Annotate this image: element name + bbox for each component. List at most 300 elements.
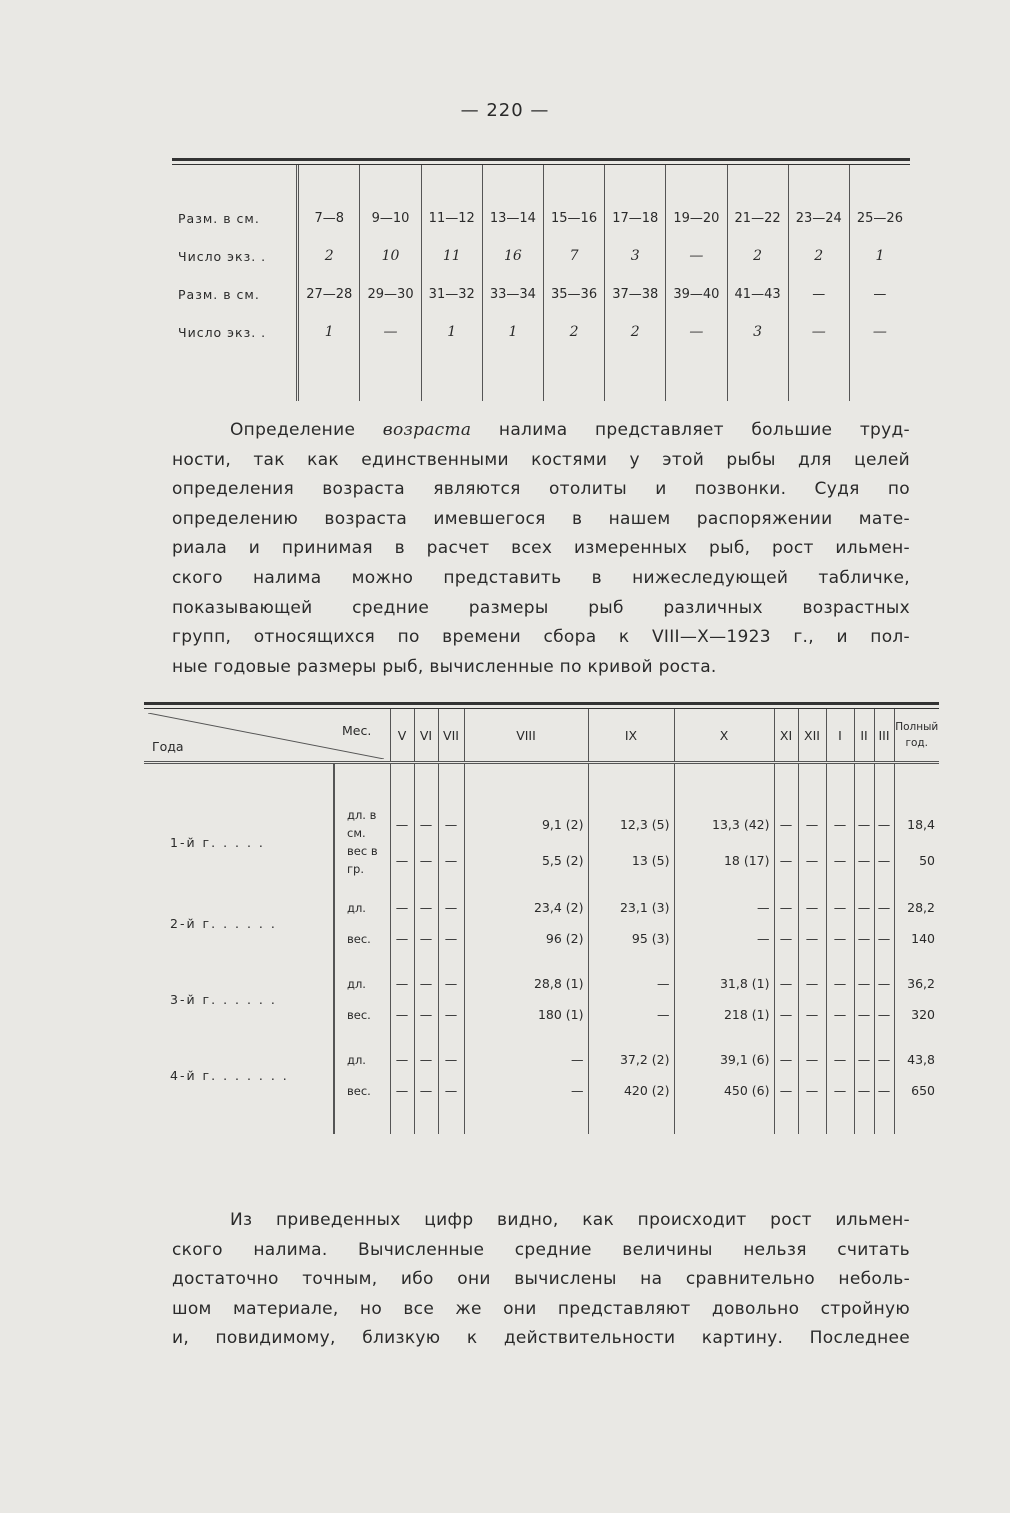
text-run: риала и принимая в расчет всех измеренных рыб, рост ильмен- bbox=[172, 538, 910, 559]
table-cell: — bbox=[666, 313, 727, 351]
table-cell: — bbox=[874, 842, 894, 878]
unit-label: вес. bbox=[334, 1075, 390, 1106]
table-cell: — bbox=[798, 968, 826, 999]
gap-row bbox=[144, 1106, 939, 1120]
gap-cell bbox=[774, 1106, 798, 1120]
table-cell: — bbox=[774, 1075, 798, 1106]
table-cell: — bbox=[874, 1044, 894, 1075]
gap-cell bbox=[894, 778, 939, 792]
table-cell: 23—24 bbox=[788, 199, 849, 237]
spacer-cell bbox=[543, 165, 604, 199]
table-cell: 420 (2) bbox=[588, 1075, 674, 1106]
table-row bbox=[172, 199, 910, 237]
gap-cell bbox=[144, 1030, 334, 1044]
row-label: Число экз. . bbox=[178, 324, 267, 340]
gap-cell bbox=[464, 792, 588, 806]
row-label: Число экз. . bbox=[178, 248, 267, 264]
table-cell: 27—28 bbox=[298, 275, 360, 313]
paragraph-growth-conclusion bbox=[172, 1206, 910, 1354]
table-cell: — bbox=[414, 1075, 438, 1106]
gap-cell bbox=[588, 778, 674, 792]
gap-cell bbox=[414, 1120, 438, 1134]
paragraph-line bbox=[172, 653, 910, 683]
gap-cell bbox=[334, 1106, 390, 1120]
gap-row bbox=[144, 954, 939, 968]
paragraph-line: Из приведенных цифр видно, как происходит рост ильмен- bbox=[230, 1210, 910, 1230]
row-label: Разм. в см. bbox=[178, 210, 260, 226]
gap-cell bbox=[438, 778, 464, 792]
table-cell: 39,1 (6) bbox=[674, 1044, 774, 1075]
table-cell: — bbox=[874, 923, 894, 954]
table-cell: 13,3 (42) bbox=[674, 806, 774, 842]
gap-cell bbox=[894, 1120, 939, 1134]
gap-cell bbox=[414, 878, 438, 892]
table-cell: 41—43 bbox=[727, 275, 788, 313]
table-cell: 17—18 bbox=[605, 199, 666, 237]
corner-months-label: Мес. bbox=[342, 723, 372, 738]
text-run: ского налима можно представить в нижеследующей табличке, bbox=[172, 567, 910, 588]
table-cell: — bbox=[464, 1075, 588, 1106]
table-cell: 23,4 (2) bbox=[464, 892, 588, 923]
gap-cell bbox=[826, 1120, 854, 1134]
full-year-header: Полный год. bbox=[894, 709, 939, 763]
paragraph-line bbox=[172, 534, 910, 564]
gap-cell bbox=[144, 954, 334, 968]
month-header: I bbox=[826, 709, 854, 763]
table-cell: — bbox=[774, 923, 798, 954]
paragraph-age-determination bbox=[172, 416, 910, 682]
gap-cell bbox=[798, 1106, 826, 1120]
gap-cell bbox=[674, 1120, 774, 1134]
table-cell: — bbox=[390, 842, 414, 878]
table-cell: — bbox=[826, 999, 854, 1030]
gap-cell bbox=[798, 954, 826, 968]
table-cell: — bbox=[774, 999, 798, 1030]
spacer-cell bbox=[172, 165, 298, 199]
table-cell: — bbox=[438, 999, 464, 1030]
gap-cell bbox=[438, 878, 464, 892]
table-cell: — bbox=[874, 999, 894, 1030]
table-row bbox=[172, 313, 910, 351]
gap-cell bbox=[894, 792, 939, 806]
gap-cell bbox=[144, 878, 334, 892]
table-cell: 21—22 bbox=[727, 199, 788, 237]
gap-cell bbox=[390, 1030, 414, 1044]
paragraph-line bbox=[172, 446, 910, 476]
gap-row bbox=[144, 1120, 939, 1134]
unit-label: дл. bbox=[334, 892, 390, 923]
table-body bbox=[144, 763, 939, 1135]
gap-cell bbox=[874, 763, 894, 779]
table-cell: — bbox=[414, 892, 438, 923]
spacer-cell bbox=[666, 165, 727, 199]
table-cell: — bbox=[390, 968, 414, 999]
paragraph-line: достаточно точным, ибо они вычислены на сравнительно неболь- bbox=[172, 1269, 910, 1290]
gap-cell bbox=[438, 763, 464, 779]
table-cell: 19—20 bbox=[666, 199, 727, 237]
table-cell: — bbox=[854, 968, 874, 999]
table2-top-rule bbox=[144, 702, 939, 705]
table-cell: — bbox=[774, 842, 798, 878]
table-cell: — bbox=[464, 1044, 588, 1075]
table-cell: — bbox=[874, 1075, 894, 1106]
row-label: Разм. в см. bbox=[178, 286, 260, 302]
unit-label: дл. bbox=[334, 968, 390, 999]
table-cell: — bbox=[854, 999, 874, 1030]
table-cell: — bbox=[798, 923, 826, 954]
table-cell: 50 bbox=[894, 842, 939, 878]
gap-cell bbox=[438, 1120, 464, 1134]
table-cell: — bbox=[854, 923, 874, 954]
table-cell: 15—16 bbox=[543, 199, 604, 237]
text-run: определения возраста являются отолиты и позвонки. Судя по bbox=[172, 479, 910, 500]
table-cell: — bbox=[588, 968, 674, 999]
page-number: — 220 — bbox=[460, 100, 550, 121]
spacer-cell bbox=[849, 165, 910, 199]
gap-cell bbox=[414, 778, 438, 792]
gap-cell bbox=[774, 778, 798, 792]
gap-cell bbox=[774, 954, 798, 968]
emphasized-word: возраста bbox=[382, 420, 472, 440]
table-cell: — bbox=[854, 1044, 874, 1075]
month-header: IX bbox=[588, 709, 674, 763]
gap-row bbox=[144, 763, 939, 779]
table-cell: — bbox=[874, 806, 894, 842]
gap-cell bbox=[874, 1030, 894, 1044]
unit-label: вес. bbox=[334, 999, 390, 1030]
table-cell: — bbox=[826, 923, 854, 954]
table-cell: — bbox=[774, 806, 798, 842]
gap-cell bbox=[894, 1030, 939, 1044]
paragraph-line bbox=[172, 505, 910, 535]
gap-cell bbox=[588, 878, 674, 892]
table-cell: — bbox=[438, 1075, 464, 1106]
gap-cell bbox=[414, 1106, 438, 1120]
gap-cell bbox=[588, 1030, 674, 1044]
table-cell: — bbox=[874, 892, 894, 923]
gap-cell bbox=[464, 1106, 588, 1120]
gap-cell bbox=[144, 1106, 334, 1120]
gap-cell bbox=[854, 1106, 874, 1120]
gap-cell bbox=[874, 778, 894, 792]
month-header: X bbox=[674, 709, 774, 763]
gap-cell bbox=[798, 1030, 826, 1044]
table-cell: 2 bbox=[543, 313, 604, 351]
spacer-cell bbox=[849, 351, 910, 401]
table-cell: 1 bbox=[482, 313, 543, 351]
table-cell: 23,1 (3) bbox=[588, 892, 674, 923]
text-run: ности, так как единственными костями у этой рыбы для целей bbox=[172, 449, 910, 470]
table-cell: — bbox=[666, 237, 727, 275]
table-cell: — bbox=[798, 842, 826, 878]
paragraph-line: и, повидимому, близкую к действительности картину. Последнее bbox=[172, 1328, 910, 1349]
table-cell: 13 (5) bbox=[588, 842, 674, 878]
gap-cell bbox=[674, 763, 774, 779]
gap-cell bbox=[144, 1120, 334, 1134]
spacer-cell bbox=[727, 165, 788, 199]
spacer-cell bbox=[421, 351, 482, 401]
table-cell: 2 bbox=[298, 237, 360, 275]
spacer-cell bbox=[605, 165, 666, 199]
table-cell: — bbox=[788, 275, 849, 313]
table-cell: 2 bbox=[788, 237, 849, 275]
spacer-cell bbox=[360, 165, 421, 199]
gap-cell bbox=[774, 1030, 798, 1044]
table-cell: 9—10 bbox=[360, 199, 421, 237]
table-cell: 95 (3) bbox=[588, 923, 674, 954]
table-cell: — bbox=[674, 923, 774, 954]
table-spacer-row bbox=[172, 165, 910, 199]
table-cell: 25—26 bbox=[849, 199, 910, 237]
gap-cell bbox=[334, 763, 390, 779]
table-cell: 1 bbox=[849, 237, 910, 275]
gap-cell bbox=[334, 878, 390, 892]
gap-cell bbox=[390, 954, 414, 968]
table-top-rule bbox=[172, 158, 910, 161]
gap-cell bbox=[854, 954, 874, 968]
paragraph-line bbox=[172, 475, 910, 505]
gap-cell bbox=[674, 878, 774, 892]
table-cell: 3 bbox=[605, 237, 666, 275]
table-cell: — bbox=[826, 806, 854, 842]
spacer-cell bbox=[421, 165, 482, 199]
gap-cell bbox=[588, 1106, 674, 1120]
gap-cell bbox=[588, 763, 674, 779]
paragraph-line bbox=[172, 416, 910, 446]
table-cell: — bbox=[854, 842, 874, 878]
gap-cell bbox=[854, 1030, 874, 1044]
table-cell: — bbox=[438, 806, 464, 842]
table-cell: 43,8 bbox=[894, 1044, 939, 1075]
gap-cell bbox=[894, 878, 939, 892]
gap-cell bbox=[894, 954, 939, 968]
table-cell: 33—34 bbox=[482, 275, 543, 313]
table-cell: 2 bbox=[727, 237, 788, 275]
age-group-label: 1-й г. . . . . bbox=[170, 834, 265, 850]
gap-cell bbox=[334, 954, 390, 968]
table-cell: — bbox=[390, 999, 414, 1030]
table-cell: 31—32 bbox=[421, 275, 482, 313]
gap-cell bbox=[414, 954, 438, 968]
size-table-grid bbox=[172, 165, 910, 401]
month-header: VII bbox=[438, 709, 464, 763]
gap-cell bbox=[390, 792, 414, 806]
table-row bbox=[144, 806, 939, 842]
table-cell: — bbox=[798, 1044, 826, 1075]
table-cell: 320 bbox=[894, 999, 939, 1030]
gap-cell bbox=[774, 792, 798, 806]
gap-cell bbox=[390, 778, 414, 792]
table-cell: 28,8 (1) bbox=[464, 968, 588, 999]
gap-cell bbox=[798, 1120, 826, 1134]
spacer-cell bbox=[298, 351, 360, 401]
gap-cell bbox=[390, 1106, 414, 1120]
table-cell: — bbox=[798, 892, 826, 923]
table-cell: 11 bbox=[421, 237, 482, 275]
gap-cell bbox=[774, 763, 798, 779]
table-cell: — bbox=[826, 892, 854, 923]
gap-cell bbox=[894, 1106, 939, 1120]
gap-cell bbox=[854, 1120, 874, 1134]
paragraph-line: шом материале, но все же они представляют довольно стройную bbox=[172, 1298, 910, 1319]
table-cell: — bbox=[874, 968, 894, 999]
table-cell: — bbox=[854, 806, 874, 842]
table-cell: 218 (1) bbox=[674, 999, 774, 1030]
table-cell: 3 bbox=[727, 313, 788, 351]
table-cell: 13—14 bbox=[482, 199, 543, 237]
gap-cell bbox=[854, 778, 874, 792]
table-cell: — bbox=[438, 892, 464, 923]
table-cell: — bbox=[826, 968, 854, 999]
spacer-cell bbox=[788, 351, 849, 401]
table-cell: — bbox=[854, 1075, 874, 1106]
gap-cell bbox=[826, 1106, 854, 1120]
unit-label: вес. bbox=[334, 923, 390, 954]
spacer-cell bbox=[360, 351, 421, 401]
gap-cell bbox=[390, 878, 414, 892]
gap-cell bbox=[826, 1030, 854, 1044]
table-cell: 12,3 (5) bbox=[588, 806, 674, 842]
gap-cell bbox=[854, 792, 874, 806]
gap-cell bbox=[826, 954, 854, 968]
gap-cell bbox=[334, 778, 390, 792]
table-cell: — bbox=[390, 892, 414, 923]
spacer-cell bbox=[605, 351, 666, 401]
table-cell: 1 bbox=[298, 313, 360, 351]
gap-cell bbox=[798, 778, 826, 792]
header-row bbox=[144, 709, 939, 763]
table-cell: 29—30 bbox=[360, 275, 421, 313]
corner-header-cell bbox=[144, 709, 390, 763]
spacer-cell bbox=[172, 351, 298, 401]
table-cell: 16 bbox=[482, 237, 543, 275]
gap-cell bbox=[674, 954, 774, 968]
table-row bbox=[172, 275, 910, 313]
table-cell: 450 (6) bbox=[674, 1075, 774, 1106]
table-cell: 140 bbox=[894, 923, 939, 954]
table-cell: 1 bbox=[421, 313, 482, 351]
table-cell: 11—12 bbox=[421, 199, 482, 237]
gap-cell bbox=[874, 954, 894, 968]
table-cell: — bbox=[414, 968, 438, 999]
table-cell: — bbox=[438, 842, 464, 878]
table-cell: — bbox=[798, 806, 826, 842]
gap-cell bbox=[826, 763, 854, 779]
paragraph-line bbox=[172, 623, 910, 653]
table-cell: — bbox=[414, 1044, 438, 1075]
table-cell: 180 (1) bbox=[464, 999, 588, 1030]
unit-label: дл. bbox=[334, 1044, 390, 1075]
table-cell: — bbox=[826, 1044, 854, 1075]
spacer-cell bbox=[543, 351, 604, 401]
growth-by-age-table bbox=[144, 702, 939, 1134]
text-run: налима представляет большие труд- bbox=[471, 420, 910, 440]
gap-cell bbox=[826, 792, 854, 806]
paragraph-line bbox=[172, 594, 910, 624]
spacer-cell bbox=[788, 165, 849, 199]
table-cell: — bbox=[826, 842, 854, 878]
month-header: II bbox=[854, 709, 874, 763]
gap-cell bbox=[464, 778, 588, 792]
gap-cell bbox=[874, 1106, 894, 1120]
month-header: XII bbox=[798, 709, 826, 763]
gap-cell bbox=[874, 878, 894, 892]
gap-cell bbox=[438, 954, 464, 968]
table-cell: — bbox=[360, 313, 421, 351]
table-row bbox=[144, 892, 939, 923]
age-group-label: 3-й г. . . . . . bbox=[170, 991, 277, 1007]
table-cell: — bbox=[390, 1075, 414, 1106]
table-cell: — bbox=[826, 1075, 854, 1106]
text-run: Определение bbox=[230, 420, 383, 440]
spacer-cell bbox=[666, 351, 727, 401]
gap-cell bbox=[674, 778, 774, 792]
table-cell: — bbox=[390, 806, 414, 842]
gap-cell bbox=[464, 954, 588, 968]
table-cell: — bbox=[438, 923, 464, 954]
gap-cell bbox=[674, 1106, 774, 1120]
table-cell: — bbox=[414, 999, 438, 1030]
spacer-cell bbox=[482, 165, 543, 199]
table-cell: — bbox=[390, 923, 414, 954]
gap-cell bbox=[464, 1030, 588, 1044]
table-cell: — bbox=[414, 842, 438, 878]
size-distribution-table bbox=[172, 158, 910, 401]
gap-cell bbox=[674, 792, 774, 806]
gap-cell bbox=[390, 1120, 414, 1134]
table-cell: — bbox=[788, 313, 849, 351]
gap-cell bbox=[894, 763, 939, 779]
paragraph-line bbox=[172, 564, 910, 594]
age-group-label: 2-й г. . . . . . bbox=[170, 915, 277, 931]
gap-cell bbox=[588, 1120, 674, 1134]
table-cell: — bbox=[414, 806, 438, 842]
text-run: ные годовые размеры рыб, вычисленные по кривой роста. bbox=[172, 656, 717, 677]
table-cell: 37,2 (2) bbox=[588, 1044, 674, 1075]
table-cell: 7 bbox=[543, 237, 604, 275]
month-header: V bbox=[390, 709, 414, 763]
paragraph-line: ского налима. Вычисленные средние величины нельзя считать bbox=[172, 1239, 910, 1260]
month-header: XI bbox=[774, 709, 798, 763]
table-cell: 7—8 bbox=[298, 199, 360, 237]
table-cell: 37—38 bbox=[605, 275, 666, 313]
gap-row bbox=[144, 1030, 939, 1044]
gap-row bbox=[144, 778, 939, 792]
gap-cell bbox=[438, 792, 464, 806]
table-cell: 18 (17) bbox=[674, 842, 774, 878]
gap-row bbox=[144, 878, 939, 892]
table-cell: 10 bbox=[360, 237, 421, 275]
gap-cell bbox=[774, 1120, 798, 1134]
table-cell: — bbox=[774, 892, 798, 923]
gap-cell bbox=[464, 763, 588, 779]
gap-cell bbox=[144, 792, 334, 806]
gap-cell bbox=[464, 1120, 588, 1134]
gap-cell bbox=[464, 878, 588, 892]
table-cell: — bbox=[438, 968, 464, 999]
text-run: групп, относящихся по времени сбора к VIII—X—1923 г., и пол- bbox=[172, 627, 910, 648]
table-cell: 96 (2) bbox=[464, 923, 588, 954]
table-cell: — bbox=[798, 999, 826, 1030]
gap-cell bbox=[798, 878, 826, 892]
gap-cell bbox=[334, 792, 390, 806]
gap-cell bbox=[588, 954, 674, 968]
table-cell: 31,8 (1) bbox=[674, 968, 774, 999]
gap-cell bbox=[144, 778, 334, 792]
gap-cell bbox=[874, 1120, 894, 1134]
corner-years-label: Года bbox=[152, 739, 184, 754]
gap-cell bbox=[854, 878, 874, 892]
